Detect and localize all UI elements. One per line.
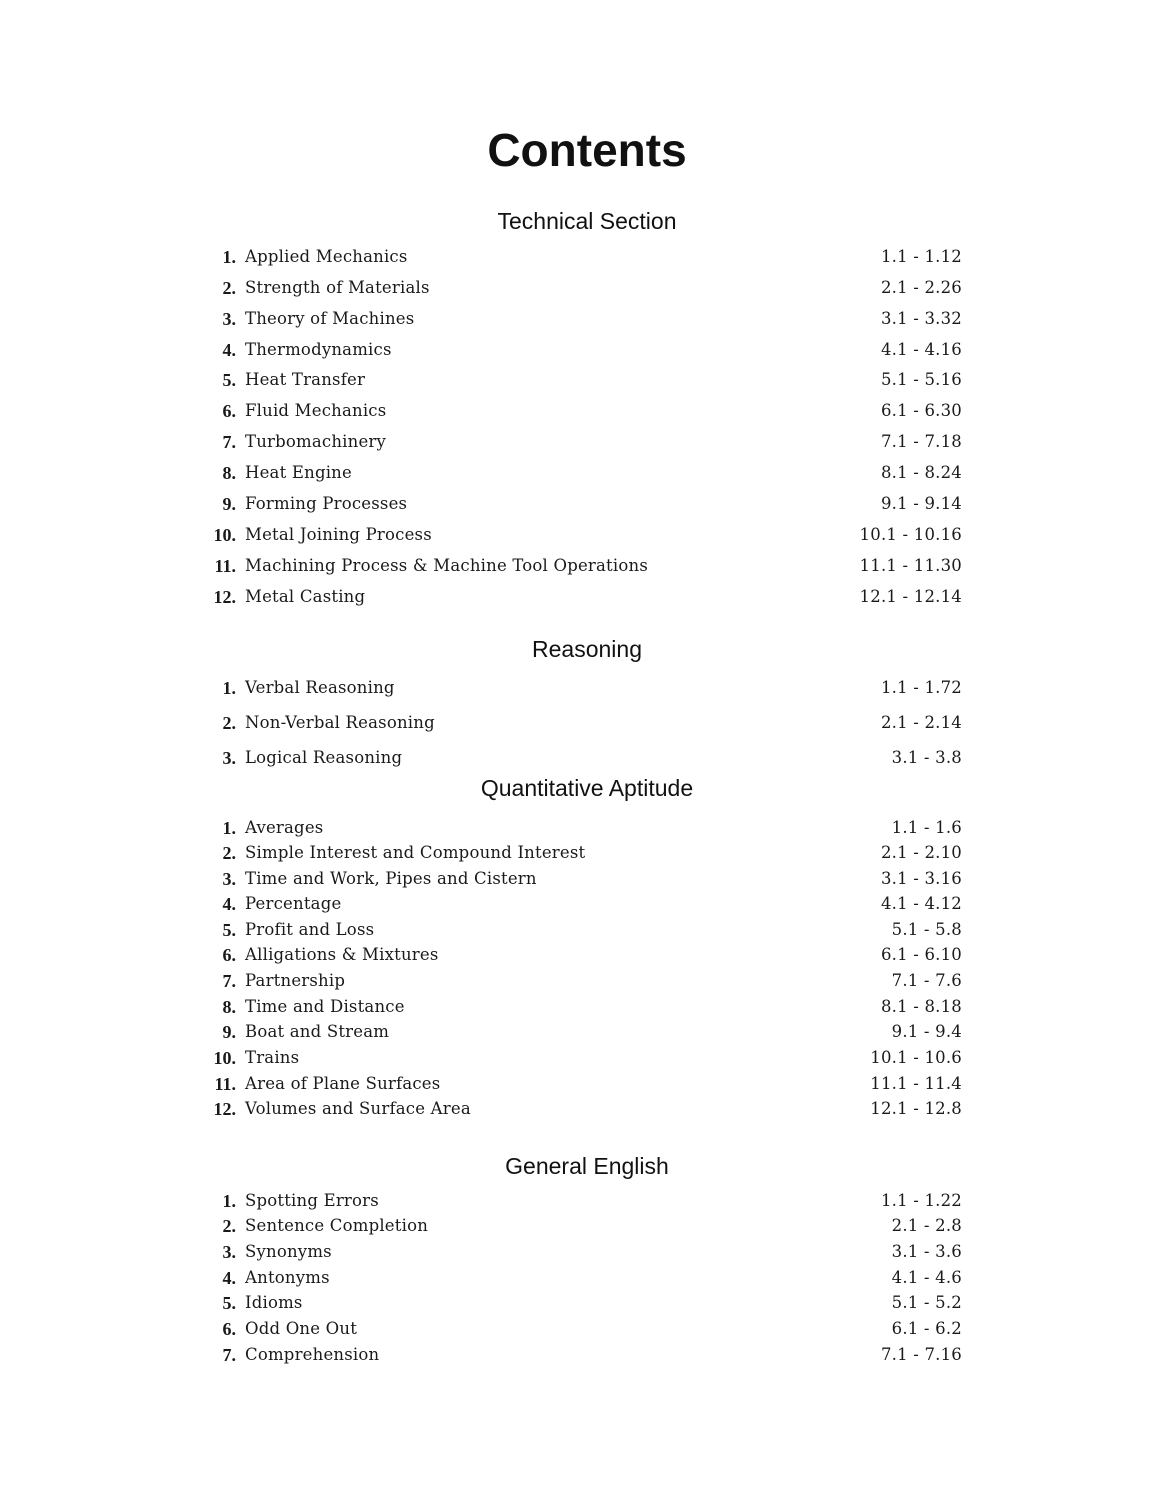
entry-number: 3. [222, 748, 236, 768]
entry-page-range: 6.1 - 6.30 [880, 401, 962, 420]
entry-number: 5. [222, 1293, 236, 1313]
entry-page-range: 6.1 - 6.2 [891, 1319, 962, 1338]
entry-number: 9. [222, 1022, 236, 1042]
toc-entry [0, 993, 1174, 1021]
toc-entry [0, 1018, 1174, 1046]
entry-title: Forming Processes [245, 494, 408, 513]
entry-title: Percentage [245, 894, 342, 913]
entry-page-range: 7.1 - 7.6 [891, 971, 962, 990]
entry-number: 10. [213, 525, 236, 545]
toc-entry [0, 674, 1174, 702]
section-heading: Quantitative Aptitude [480, 775, 694, 801]
entry-title: Alligations & Mixtures [245, 945, 439, 964]
toc-entry [0, 1341, 1174, 1369]
entry-page-range: 2.1 - 2.26 [880, 278, 962, 297]
toc-entry [0, 274, 1174, 302]
entry-title: Sentence Completion [245, 1216, 429, 1235]
toc-entry [0, 397, 1174, 425]
toc-entry [0, 890, 1174, 918]
entry-page-range: 11.1 - 11.4 [870, 1074, 962, 1093]
toc-entry [0, 1212, 1174, 1240]
entry-title: Spotting Errors [245, 1191, 379, 1210]
entry-number: 1. [222, 818, 236, 838]
toc-entry [0, 916, 1174, 944]
entry-title: Metal Joining Process [245, 525, 432, 544]
entry-page-range: 5.1 - 5.8 [891, 920, 962, 939]
entry-title: Antonyms [245, 1268, 330, 1287]
entry-page-range: 3.1 - 3.8 [891, 748, 962, 767]
entry-title: Metal Casting [245, 587, 366, 606]
entry-number: 4. [222, 1268, 236, 1288]
entry-page-range: 7.1 - 7.18 [880, 432, 962, 451]
entry-title: Heat Engine [245, 463, 352, 482]
entry-number: 11. [214, 1074, 236, 1094]
toc-entry [0, 243, 1174, 271]
entry-title: Odd One Out [245, 1319, 358, 1338]
section-heading: Technical Section [497, 208, 677, 234]
entry-number: 8. [222, 997, 236, 1017]
entry-page-range: 12.1 - 12.8 [870, 1099, 962, 1118]
entry-page-range: 8.1 - 8.18 [880, 997, 962, 1016]
toc-entry [0, 552, 1174, 580]
toc-entry [0, 865, 1174, 893]
entry-title: Verbal Reasoning [245, 678, 395, 697]
toc-entry [0, 1095, 1174, 1123]
toc-entry [0, 744, 1174, 772]
entry-page-range: 4.1 - 4.12 [880, 894, 962, 913]
entry-title: Logical Reasoning [245, 748, 403, 767]
toc-entry [0, 1187, 1174, 1215]
entry-title: Time and Distance [245, 997, 405, 1016]
entry-number: 3. [222, 869, 236, 889]
toc-entry [0, 1264, 1174, 1292]
entry-page-range: 1.1 - 1.72 [880, 678, 962, 697]
entry-title: Simple Interest and Compound Interest [245, 843, 586, 862]
entry-title: Non-Verbal Reasoning [245, 713, 435, 732]
entry-page-range: 9.1 - 9.4 [891, 1022, 962, 1041]
entry-number: 7. [222, 1345, 236, 1365]
toc-entry [0, 1070, 1174, 1098]
toc-entry [0, 967, 1174, 995]
entry-page-range: 5.1 - 5.2 [891, 1293, 962, 1312]
entry-page-range: 11.1 - 11.30 [859, 556, 962, 575]
entry-number: 5. [222, 370, 236, 390]
entry-number: 10. [213, 1048, 236, 1068]
entry-number: 2. [222, 713, 236, 733]
entry-page-range: 3.1 - 3.6 [891, 1242, 962, 1261]
entry-page-range: 10.1 - 10.16 [859, 525, 962, 544]
entry-number: 3. [222, 1242, 236, 1262]
entry-number: 12. [213, 587, 236, 607]
toc-entry [0, 490, 1174, 518]
entry-title: Time and Work, Pipes and Cistern [245, 869, 537, 888]
entry-number: 6. [222, 1319, 236, 1339]
entry-page-range: 7.1 - 7.16 [880, 1345, 962, 1364]
entry-number: 1. [222, 678, 236, 698]
entry-number: 7. [222, 971, 236, 991]
toc-entry [0, 839, 1174, 867]
toc-entry [0, 1315, 1174, 1343]
entry-title: Profit and Loss [245, 920, 375, 939]
toc-entry [0, 428, 1174, 456]
entry-title: Machining Process & Machine Tool Operations [245, 556, 648, 575]
entry-number: 11. [214, 556, 236, 576]
toc-entry [0, 583, 1174, 611]
entry-page-range: 5.1 - 5.16 [880, 370, 962, 389]
entry-page-range: 1.1 - 1.6 [891, 818, 962, 837]
entry-number: 2. [222, 1216, 236, 1236]
entry-page-range: 4.1 - 4.6 [891, 1268, 962, 1287]
entry-number: 5. [222, 920, 236, 940]
section-heading: Reasoning [532, 636, 642, 662]
entry-number: 1. [222, 1191, 236, 1211]
toc-entry [0, 814, 1174, 842]
entry-page-range: 1.1 - 1.12 [880, 247, 962, 266]
entry-number: 2. [222, 278, 236, 298]
entry-page-range: 2.1 - 2.10 [880, 843, 962, 862]
entry-title: Area of Plane Surfaces [245, 1074, 441, 1093]
entry-title: Averages [245, 818, 324, 837]
toc-entry [0, 1044, 1174, 1072]
entry-page-range: 3.1 - 3.16 [880, 869, 962, 888]
toc-entry [0, 941, 1174, 969]
toc-entry [0, 459, 1174, 487]
entry-number: 2. [222, 843, 236, 863]
entry-page-range: 4.1 - 4.16 [880, 340, 962, 359]
entry-number: 1. [222, 247, 236, 267]
entry-title: Thermodynamics [245, 340, 392, 359]
entry-number: 7. [222, 432, 236, 452]
entry-page-range: 10.1 - 10.6 [870, 1048, 962, 1067]
entry-number: 8. [222, 463, 236, 483]
toc-entry [0, 336, 1174, 364]
toc-entry [0, 709, 1174, 737]
entry-number: 12. [213, 1099, 236, 1119]
entry-title: Heat Transfer [245, 370, 366, 389]
entry-number: 6. [222, 401, 236, 421]
entry-title: Strength of Materials [245, 278, 430, 297]
entry-page-range: 8.1 - 8.24 [880, 463, 962, 482]
entry-title: Trains [245, 1048, 300, 1067]
entry-number: 4. [222, 340, 236, 360]
entry-title: Turbomachinery [245, 432, 387, 451]
entry-page-range: 2.1 - 2.8 [891, 1216, 962, 1235]
entry-title: Volumes and Surface Area [245, 1099, 471, 1118]
entry-title: Boat and Stream [245, 1022, 390, 1041]
entry-title: Partnership [245, 971, 346, 990]
toc-entry [0, 305, 1174, 333]
entry-page-range: 2.1 - 2.14 [880, 713, 962, 732]
entry-page-range: 3.1 - 3.32 [880, 309, 962, 328]
entry-page-range: 12.1 - 12.14 [859, 587, 962, 606]
entry-title: Fluid Mechanics [245, 401, 387, 420]
entry-page-range: 6.1 - 6.10 [880, 945, 962, 964]
entry-page-range: 1.1 - 1.22 [880, 1191, 962, 1210]
entry-title: Theory of Machines [245, 309, 415, 328]
toc-entry [0, 366, 1174, 394]
toc-entry [0, 521, 1174, 549]
entry-title: Idioms [245, 1293, 303, 1312]
entry-number: 9. [222, 494, 236, 514]
entry-number: 4. [222, 894, 236, 914]
entry-title: Applied Mechanics [245, 247, 408, 266]
entry-page-range: 9.1 - 9.14 [880, 494, 962, 513]
page-title: Contents [487, 124, 687, 176]
entry-title: Synonyms [245, 1242, 332, 1261]
toc-entry [0, 1289, 1174, 1317]
entry-title: Comprehension [245, 1345, 380, 1364]
entry-number: 6. [222, 945, 236, 965]
toc-entry [0, 1238, 1174, 1266]
section-heading: General English [505, 1153, 669, 1179]
entry-number: 3. [222, 309, 236, 329]
